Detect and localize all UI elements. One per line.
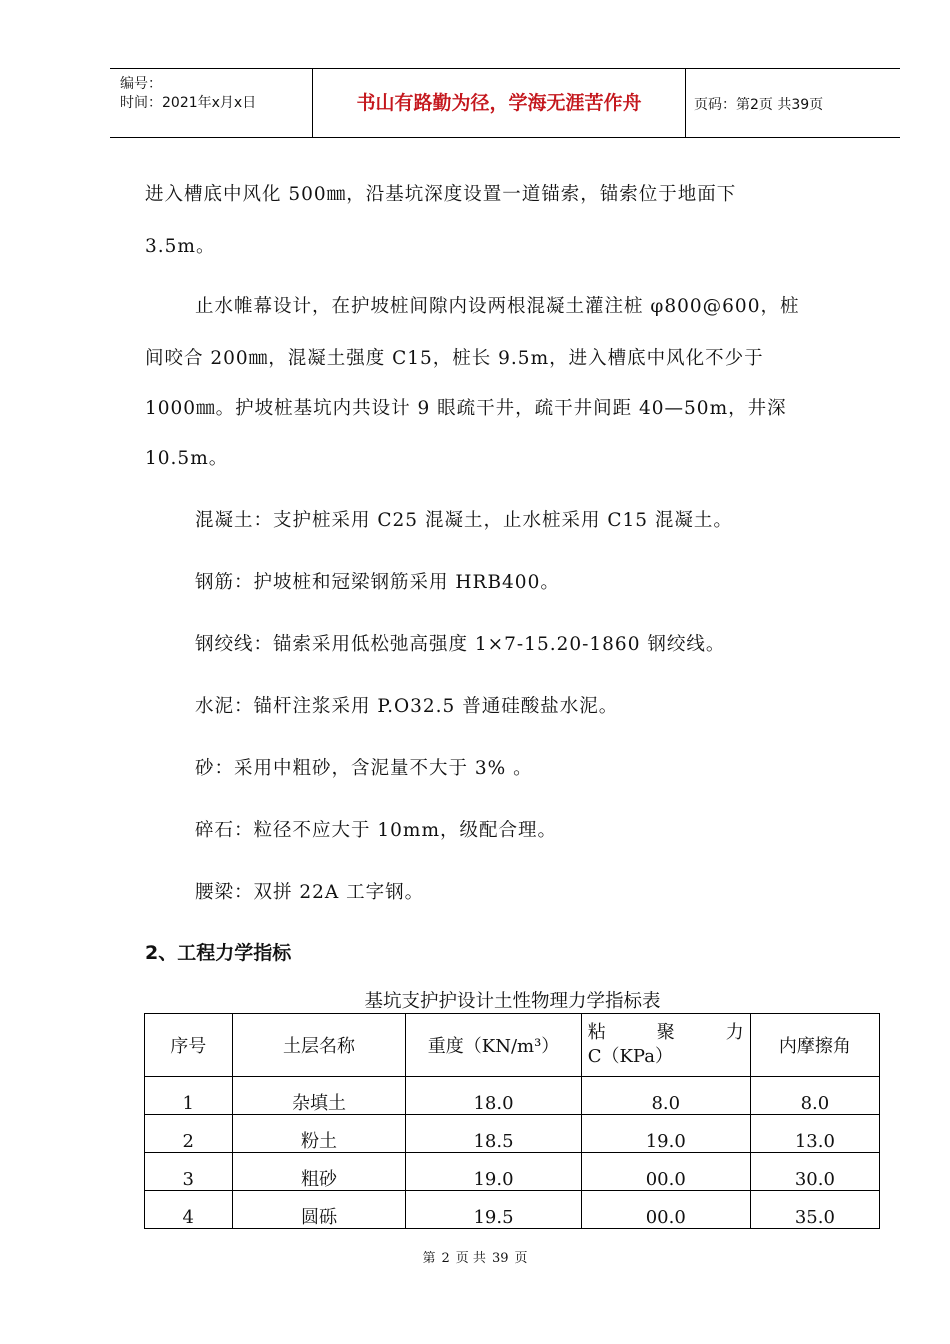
soil-properties-table [144,1013,880,1229]
paragraph-line: 3.5m。 [145,236,216,257]
cell-cohesion: 8.0 [581,1077,750,1115]
table-row [145,1153,880,1191]
page-footer [0,1247,950,1266]
table-row [145,1191,880,1229]
col-cohesion-header [581,1014,750,1077]
cell-cohesion: 00.0 [581,1153,750,1191]
paragraph-strand: 钢绞线：锚索采用低松弛高强度 1×7-15.20-1860 钢绞线。 [195,634,726,655]
col-name-header: 土层名称 [232,1014,406,1077]
cell-friction: 8.0 [750,1077,879,1115]
paragraph-waist-beam: 腰梁：双拼 22A 工字钢。 [195,882,425,903]
paragraph-line: 10.5m。 [145,448,229,469]
col-index-header: 序号 [145,1014,233,1077]
cell-name: 圆砾 [232,1191,406,1229]
number-label: 编号： [120,76,162,92]
table-row [145,1115,880,1153]
cell-name: 杂填土 [232,1077,406,1115]
cell-index: 2 [145,1115,233,1153]
cell-index: 1 [145,1077,233,1115]
footer-suffix: 页 [514,1251,528,1266]
header-page-info: 页码：第2页 共39页 [694,97,824,113]
paragraph-concrete: 混凝土：支护桩采用 C25 混凝土，止水桩采用 C15 混凝土。 [195,510,733,531]
cell-cohesion: 00.0 [581,1191,750,1229]
cell-friction: 35.0 [750,1191,879,1229]
section-title: 2、工程力学指标 [145,942,292,964]
col-weight-header: 重度（KN/m³） [406,1014,581,1077]
footer-page-number: 2 [441,1251,450,1266]
date-label: 时间：2021年x月x日 [120,95,257,111]
cell-friction: 13.0 [750,1115,879,1153]
cell-name: 粉土 [232,1115,406,1153]
cell-index: 4 [145,1191,233,1229]
col-friction-header: 内摩擦角 [750,1014,879,1077]
cell-weight: 19.0 [406,1153,581,1191]
cell-cohesion: 19.0 [581,1115,750,1153]
cohesion-char-2: 聚 [656,1022,675,1043]
table-header-row [145,1014,880,1077]
paragraph-gravel: 碎石：粒径不应大于 10mm，级配合理。 [195,820,558,841]
paragraph-line: 止水帷幕设计，在护坡桩间隙内设两根混凝土灌注桩 φ800@600，桩 [195,296,800,317]
header-motto: 书山有路勤为径，学海无涯苦作舟 [313,69,686,137]
paragraph-line: 间咬合 200㎜，混凝土强度 C15，桩长 9.5m，进入槽底中风化不少于 [145,348,764,369]
paragraph-rebar: 钢筋：护坡桩和冠梁钢筋采用 HRB400。 [195,572,560,593]
footer-prefix: 第 [422,1251,436,1266]
cell-friction: 30.0 [750,1153,879,1191]
cell-weight: 18.0 [406,1077,581,1115]
footer-total-pages: 39 [491,1251,509,1266]
paragraph-sand: 砂：采用中粗砂，含泥量不大于 3% 。 [195,758,533,779]
cell-name: 粗砂 [232,1153,406,1191]
cell-weight: 19.5 [406,1191,581,1229]
cohesion-char-3: 力 [725,1022,744,1043]
table-row [145,1077,880,1115]
table-caption: 基坑支护护设计土性物理力学指标表 [364,991,661,1012]
page-header [110,68,900,138]
cohesion-char-1: 粘 [587,1022,606,1043]
paragraph-cement: 水泥：锚杆注浆采用 P.O32.5 普通硅酸盐水泥。 [195,696,619,717]
cohesion-unit: C（KPa） [587,1046,673,1067]
header-meta [110,69,313,137]
paragraph-line: 进入槽底中风化 500㎜，沿基坑深度设置一道锚索，锚索位于地面下 [145,184,737,205]
cell-weight: 18.5 [406,1115,581,1153]
cell-index: 3 [145,1153,233,1191]
paragraph-line: 1000㎜。护坡桩基坑内共设计 9 眼疏干井，疏干井间距 40—50m，井深 [145,398,787,419]
footer-mid: 页 共 [455,1251,486,1266]
